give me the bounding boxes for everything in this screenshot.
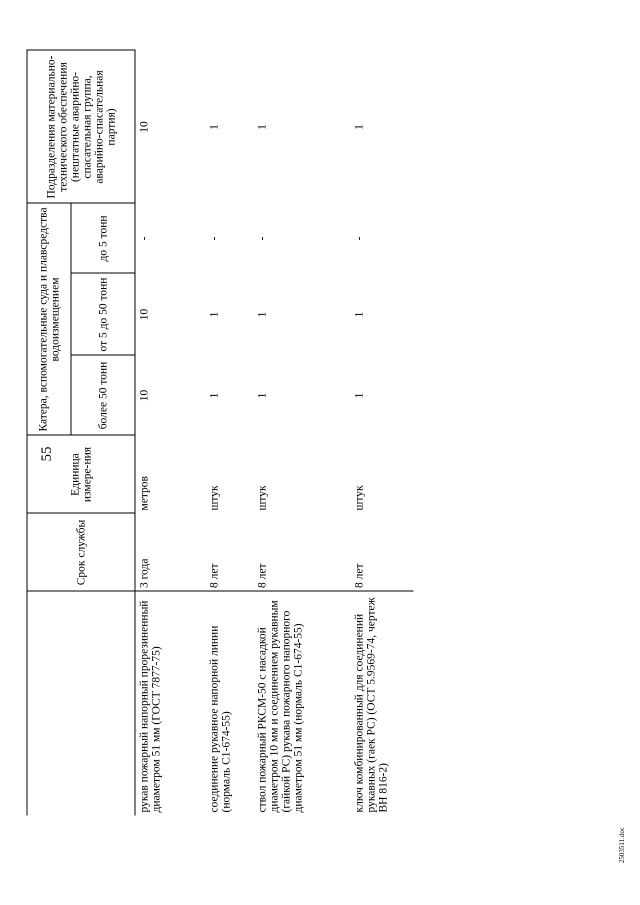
cell-over50: 10 — [138, 389, 151, 402]
file-name: 2503511.doc — [618, 826, 626, 864]
cell-from5to50: 10 — [138, 308, 151, 321]
cell-term: 8 лет — [256, 563, 269, 588]
rotated-table-container — [27, 51, 390, 816]
cell-name: рукав пожарный напорный прорезиненный диаметром 51 мм (ГОСТ 7877-75) — [135, 592, 207, 816]
header-name — [27, 592, 135, 816]
cell-term: 8 лет — [208, 563, 221, 588]
header-term: Срок службы — [27, 514, 135, 592]
cell-upto5: - — [138, 236, 151, 241]
cell-from5to50: 1 — [353, 311, 366, 318]
header-upto5: до 5 тонн — [71, 203, 135, 273]
cell-over50: 1 — [353, 392, 366, 399]
table-row — [352, 50, 414, 815]
equipment-table — [27, 50, 414, 816]
header-unit: Единица измере-ния — [27, 436, 135, 514]
cell-over50: 1 — [208, 392, 221, 399]
cell-dept: 1 — [353, 124, 366, 130]
cell-name: ствол пожарный РКСМ-50 с насадкой диаметром 10 мм и соединением рукавным (гайкой РС) рукава пожарного напорного диаметром 51 мм (нормаль С1-674-55) — [255, 592, 352, 816]
cell-from5to50: 1 — [208, 311, 221, 318]
header-dept: Подразделения материально-технического обеспечения (нештатные аварийно-спасательная группа, аварийно-спасательная партия) — [27, 50, 135, 203]
cell-term: 8 лет — [353, 563, 366, 588]
table-row — [135, 50, 207, 815]
cell-dept: 1 — [256, 124, 269, 130]
cell-name: соединение рукавное напорной линии (нормаль С1-674-55) — [207, 592, 255, 816]
cell-upto5: - — [208, 236, 221, 241]
cell-upto5: - — [256, 236, 269, 241]
cell-name: ключ комбинированный для соединений рукавных (гаек РС) (ОСТ 5.9569-74, чертеж ВН 816-2) — [352, 592, 414, 816]
cell-unit: штук — [208, 485, 221, 511]
cell-term: 3 года — [138, 558, 151, 588]
cell-from5to50: 1 — [256, 311, 269, 318]
table-row — [255, 50, 352, 815]
header-from5to50: от 5 до 50 тонн — [71, 274, 135, 356]
page-number: 55 — [39, 446, 55, 462]
header-vessels-group: Катера, вспомогательные суда и плавсредства водоизмещением — [27, 203, 71, 435]
table-row — [207, 50, 255, 815]
cell-over50: 1 — [256, 392, 269, 399]
cell-upto5: - — [353, 236, 366, 241]
cell-unit: штук — [353, 485, 366, 511]
cell-unit: штук — [256, 485, 269, 511]
header-over50: более 50 тонн — [71, 356, 135, 436]
cell-dept: 10 — [138, 121, 151, 133]
cell-unit: метров — [138, 476, 151, 511]
cell-dept: 1 — [208, 124, 221, 130]
